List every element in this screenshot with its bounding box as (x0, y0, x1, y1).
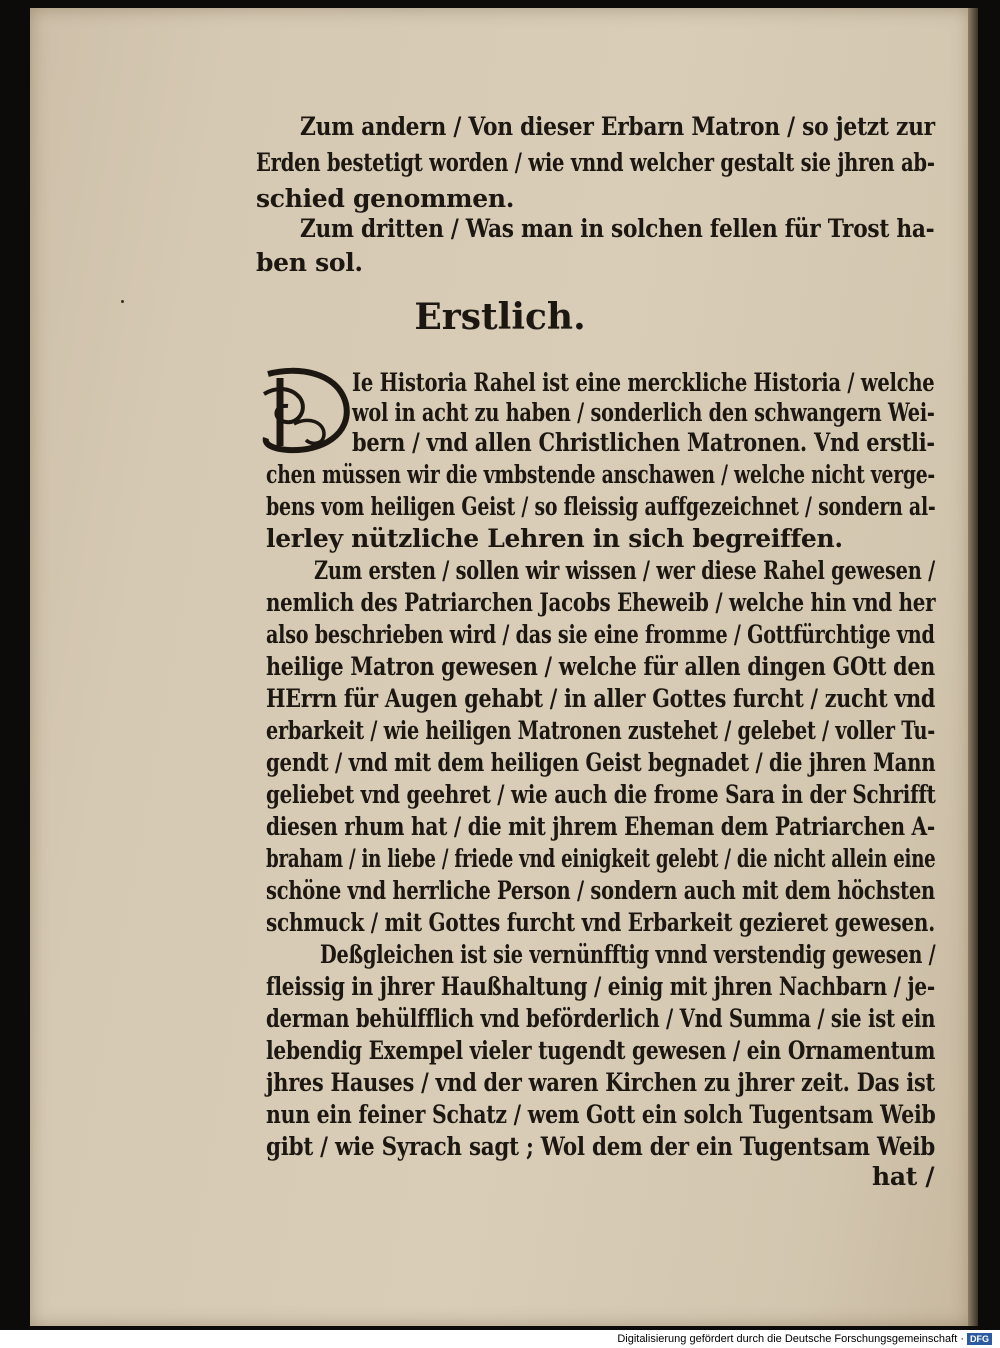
body-line: nemlich des Patriarchen Jacobs Eheweib / welche hin vnd her (266, 588, 936, 617)
body-line: also beschrieben wird / das sie eine fromme / Gottfürchtige vnd (266, 620, 935, 649)
footer-credit: Digitalisierung gefördert durch die Deutsche Forschungsgemeinschaft · (617, 1333, 964, 1345)
body-line: schmuck / mit Gottes furcht vnd Erbarkeit gezieret gewesen. (266, 908, 935, 937)
body-line: erbarkeit / wie heiligen Matronen zustehet / gelebet / voller Tu- (266, 716, 936, 745)
intro-line: Zum dritten / Was man in solchen fellen für Trost ha- (300, 214, 935, 243)
body-line: Deßgleichen ist sie vernünfftig vnnd verstendig gewesen / (320, 940, 936, 969)
section-heading: Erstlich. (414, 296, 586, 338)
body-line: lebendig Exempel vieler tugendt gewesen / ein Ornamentum (266, 1036, 936, 1065)
body-line: derman behülfflich vnd beförderlich / Vnd Summa / sie ist ein (266, 1004, 936, 1033)
body-line: diesen rhum hat / die mit jhrem Eheman dem Patriarchen A- (266, 812, 935, 841)
catchword: hat / (872, 1162, 935, 1191)
intro-line: schied genommen. (256, 184, 515, 213)
digitization-footer (617, 1331, 992, 1348)
body-line: heilige Matron gewesen / welche für allen dingen GOtt den (266, 652, 935, 681)
body-line: geliebet vnd geehret / wie auch die frome Sara in der Schrifft (266, 780, 936, 809)
body-line: lerley nützliche Lehren in sich begreiffen. (266, 524, 843, 553)
body-line: braham / in liebe / friede vnd einigkeit gelebt / die nicht allein eine (266, 844, 936, 873)
body-line: HErrn für Augen gehabt / in aller Gottes furcht / zucht vnd (266, 684, 936, 713)
body-line: jhres Hauses / vnd der waren Kirchen zu jhrer zeit. Das ist (266, 1068, 935, 1097)
body-line: gibt / wie Syrach sagt ; Wol dem der ein Tugentsam Weib (266, 1132, 935, 1161)
page-edge (968, 8, 978, 1326)
intro-line: Erden bestetigt worden / wie vnnd welcher gestalt sie jhren ab- (256, 148, 935, 177)
intro-line: ben sol. (256, 248, 363, 277)
body-line: nun ein feiner Schatz / wem Gott ein solch Tugentsam Weib (266, 1100, 936, 1129)
body-line: wol in acht zu haben / sonderlich den schwangern Wei- (352, 398, 935, 427)
body-line: Ie Historia Rahel ist eine merckliche Historia / welche (352, 368, 935, 397)
body-line: bens vom heiligen Geist / so fleissig auffgezeichnet / sondern al- (266, 492, 936, 521)
drop-cap-initial (258, 364, 354, 456)
body-line: bern / vnd allen Christlichen Matronen. Vnd erstli- (352, 428, 935, 457)
body-line: schöne vnd herrliche Person / sondern auch mit dem höchsten (266, 876, 935, 905)
body-line: Zum ersten / sollen wir wissen / wer diese Rahel gewesen / (314, 556, 935, 585)
intro-line: Zum andern / Von dieser Erbarn Matron / so jetzt zur (300, 112, 935, 141)
dfg-logo: DFG (967, 1333, 992, 1345)
body-line: chen müssen wir die vmbstende anschawen / welche nicht verge- (266, 460, 935, 489)
body-line: gendt / vnd mit dem heiligen Geist begnadet / die jhren Mann (266, 748, 936, 777)
body-line: fleissig in jhrer Haußhaltung / einig mit jhren Nachbarn / je- (266, 972, 935, 1001)
